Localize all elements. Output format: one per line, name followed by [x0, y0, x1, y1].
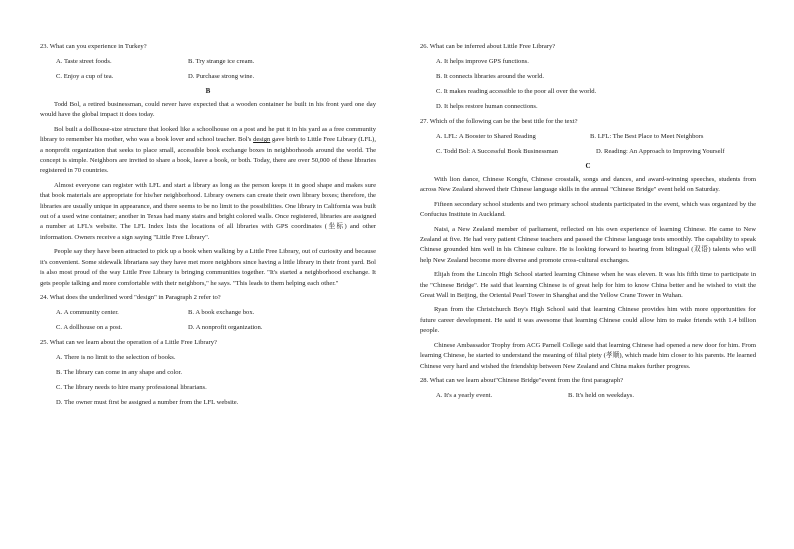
- option-28b: B. It's held on weekdays.: [568, 391, 635, 399]
- question-28-options-row-1: [420, 391, 756, 400]
- passage-c-paragraph-3: Naisi, a New Zealand member of parliament, reflected on his own experience of learning Chinese. He came to New Zealand at five. He had very patient Chinese teachers and passed the Chinese language tests smoothly. The capability to speak Chinese grounded him well in his Chinese culture. He is looking forward to hearing from bilingual (双语) talents who will help New Zealand become more diverse and promote cross-cultural exchanges.: [420, 225, 756, 264]
- option-25a: A. There is no limit to the selection of books.: [56, 353, 176, 361]
- passage-b-paragraph-2: [40, 125, 376, 177]
- question-23: 23. What can you experience in Turkey?: [40, 43, 147, 50]
- option-26a: A. It helps improve GPS functions.: [436, 58, 529, 65]
- question-24: 24. What does the underlined word "design" in Paragraph 2 refer to?: [40, 293, 221, 301]
- option-27a: A. LFL: A Booster to Shared Reading: [436, 133, 536, 140]
- question-24-options-row-1: [40, 308, 376, 317]
- option-25d: D. The owner must first be assigned a number from the LFL website.: [56, 398, 239, 406]
- option-23b: B. Try strange ice cream.: [188, 58, 255, 65]
- option-25b: B. The library can come in any shape and color.: [56, 368, 183, 376]
- option-24c: C. A dollhouse on a post.: [56, 323, 123, 331]
- option-24d: D. A nonprofit organization.: [188, 323, 263, 331]
- option-23d: D. Purchase strong wine.: [188, 73, 255, 80]
- question-27: 27. Which of the following can be the best title for the text?: [420, 118, 578, 125]
- option-28a: A. It's a yearly event.: [436, 391, 493, 399]
- passage-b-paragraph-3: Almost everyone can register with LFL and start a library as long as the person keeps it in good shape and makes sure that book materials are appropriate for his/her neighborhood. Library owners can create their own library boxes; therefore, the libraries are usually unique in appearance, and there seems to be no limit to the possibilities. One library in California was built out of a used wine container; another in Texas had many stairs and bright colored walls. Once registered, libraries are assigned a number at LFL's website. The LFL Index lists the locations of all libraries with GPS coordinates (坐标) and other information. Owners receive a sign saying "Little Free Library".: [40, 181, 377, 241]
- option-26d: D. It helps restore human connections.: [436, 103, 538, 110]
- passage-c-paragraph-2: Fifteen secondary school students and two primary school students participated in the event, which was organized by the Confucius Institute in Auckland.: [420, 200, 756, 219]
- passage-b-paragraph-1: Todd Bol, a retired businessman, could never have expected that a wooden container he built in his front yard one day would have the global impact it does today.: [40, 101, 376, 119]
- option-24b: B. A book exchange box.: [188, 308, 255, 316]
- option-26b: B. It connects libraries around the world.: [436, 73, 545, 80]
- question-27-options-row-2: [420, 147, 756, 156]
- right-column: [420, 42, 756, 406]
- option-27b: B. LFL: The Best Place to Meet Neighbors: [590, 133, 704, 140]
- option-23c: C. Enjoy a cup of tea.: [56, 73, 114, 80]
- underlined-word-design: design: [253, 136, 271, 144]
- question-24-options-row-2: [40, 323, 376, 332]
- passage-c-paragraph-6: Chinese Ambassador Trophy from ACG Parnell College said that learning Chinese had opened a new door for him. From learning Chinese, he started to understand the meaning of filial piety (孝顺), which made him closer to his parents. He learned Chinese very hard and wished the friendship between New Zealand and China makes further progress.: [420, 341, 756, 370]
- passage-c-paragraph-5: Ryan from the Christchurch Boy's High School said that learning Chinese provides him with more opportunities for future career development. He said it was awesome that learning Chinese could allow him to make friends with 1.4 billion people.: [420, 306, 756, 335]
- question-28: 28. What can we learn about"Chinese Bridge"event from the first paragraph?: [420, 376, 624, 384]
- question-27-options-row-1: [420, 132, 756, 141]
- passage-c-paragraph-4: Elijah from the Lincoln High School started learning Chinese when he was eleven. It was his fifth time to participate in the "Chinese Bridge". He said that learning Chinese is of great help for him to know China better and he wished to visit the Great Wall in Beijing, the Oriental Pearl Tower in Shanghai and the Yellow Crane Tower in Wuhan.: [420, 271, 756, 300]
- question-25: 25. What can we learn about the operation of a Little Free Library?: [40, 338, 217, 346]
- paragraph-2-text-start: Bol built a dollhouse-size structure that looked like a schoolhouse on a post and he put it in his yard as a free community library to remember his mother, who was a book lover and school teacher. Bol's: [40, 125, 376, 144]
- option-24a: A. A community center.: [56, 308, 119, 316]
- passage-c-paragraph-1: With lion dance, Chinese Kongfu, Chinese crosstalk, songs and dances, and award-winning speeches, students from across New Zealand showed their Chinese language skills in the annual "Chinese Bridge" event held on Saturday.: [420, 176, 756, 194]
- option-26c: C. It makes reading accessible to the poor all over the world.: [436, 88, 597, 95]
- option-27d: D. Reading: An Approach to Improving Yourself: [596, 148, 725, 155]
- question-26: 26. What can be inferred about Little Free Library?: [420, 43, 556, 50]
- section-heading-b: B: [205, 87, 211, 95]
- question-23-options-row-2: [40, 72, 376, 81]
- option-25c: C. The library needs to hire many professional librarians.: [56, 383, 207, 391]
- option-23a: A. Taste street foods.: [56, 58, 112, 65]
- option-27c: C. Todd Bol: A Successful Book Businessman: [436, 148, 558, 155]
- passage-b-paragraph-4: People say they have been attracted to pick up a book when walking by a Little Free Library, out of curiosity and because it's convenient. Some sidewalk librarians say they have met more neighbors since having a little library in their front yard. Bol is also most proud of the way Little Free Library is bringing communities together. "It's started a neighborhood exchange. It gets people talking and more comfortable with their neighbors," he says. "This leads to them helping each other.": [40, 248, 376, 287]
- question-23-options-row-1: [40, 57, 376, 66]
- paragraph-2-text-end: gave birth to Little Free Library (LFL), a nonprofit organization that seeks to place small, accessible book exchange boxes in neighborhoods around the world. The concept is simple. Neighbors are invited to share a book, leave a book, or both. Today, there are over 50,000 of these libraries registered in 70 countries.: [40, 136, 376, 175]
- left-column: [40, 42, 376, 413]
- section-heading-c: C: [585, 162, 591, 170]
